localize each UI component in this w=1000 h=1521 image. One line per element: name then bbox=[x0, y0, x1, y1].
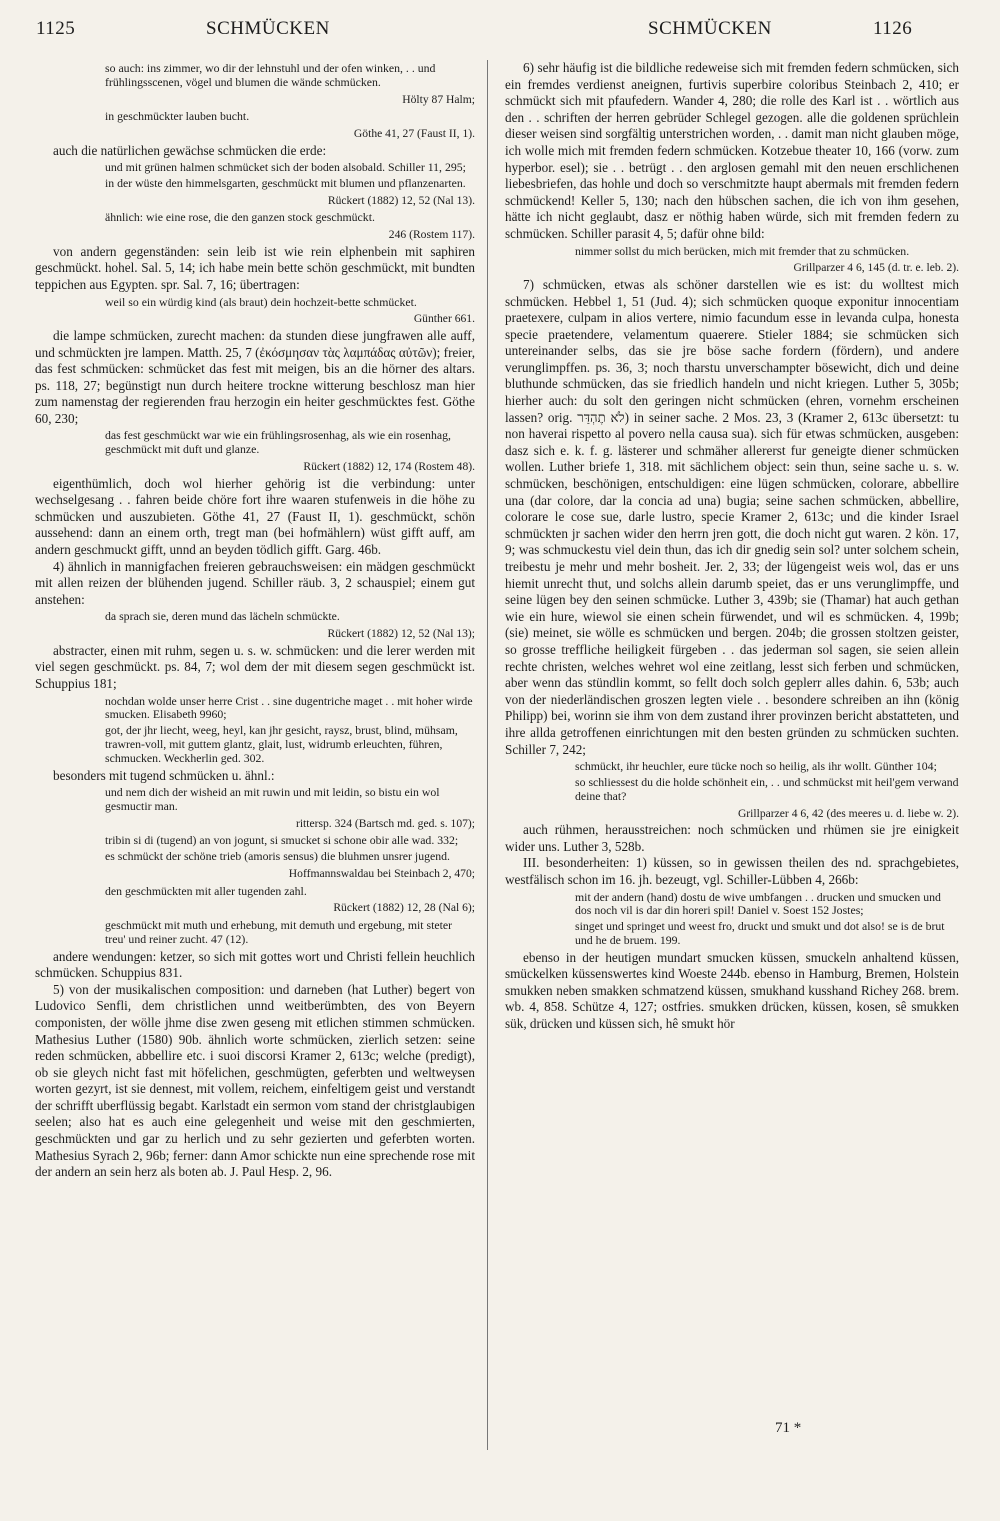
right-column bbox=[505, 60, 959, 1033]
entry-paragraph: auch die natürlichen gewächse schmücken die erde: bbox=[53, 142, 327, 158]
verse-quotation: in geschmückter lauben bucht. bbox=[105, 109, 250, 124]
entry-paragraph: auch rühmen, herausstreichen: noch schmücken und rhümen sie jre einigkeit wider uns. Luther 3, 528b. bbox=[505, 822, 959, 854]
column-divider bbox=[487, 60, 488, 1450]
verse-quotation: und mit grünen halmen schmücket sich der boden alsobald. Schiller 11, 295; bbox=[105, 160, 466, 175]
source-citation: Grillparzer 4 6, 145 (d. tr. e. leb. 2). bbox=[793, 261, 959, 275]
verse-quotation: ähnlich: wie eine rose, die den ganzen stock geschmückt. bbox=[105, 210, 375, 225]
entry-paragraph: 6) sehr häufig ist die bildliche redeweise sich mit fremden federn schmücken, sich ein fremdes verdienst aneignen, furtivis superbire coloribus Steinbach 2, 410; er schmückt sich mit pfaufedern. Wander 4, 280; die rolle des Karl ist . . wörtlich aus den . . schriften der herren gebrüder Schlegel gezogen. alle die goldenen sprüchlein dieser weisen sind sorgfältig unterstrichen worden, . . damit man nicht glauben möge, ich wolle mich mit fremden federn schmücken. Kotzebue theater 10, 166 (vorw. zum hyperbor. esel); sie . . betrügt . . den arglosen gemahl mit den neuen erschlichenen liebesbriefen, das hohle und doch so verschmitzte haupt abermals mit fremden federn schmückend! Keller 5, 130; nach den hübschen sachen, die ich von ihm gesehen, hätte ich nicht geglaubt, dasz er nöthig haben würde, sich mit fremden federn zu schmücken. Schiller parasit 4, 5; dafür ohne bild: bbox=[505, 60, 959, 241]
verse-quotation: da sprach sie, deren mund das lächeln schmückte. bbox=[105, 609, 340, 624]
verse-quotation: schmückt, ihr heuchler, eure tücke noch so heilig, als ihr wollt. Günther 104; bbox=[575, 759, 937, 774]
source-citation: Göthe 41, 27 (Faust II, 1). bbox=[353, 126, 475, 140]
source-citation: Rückert (1882) 12, 52 (Nal 13). bbox=[327, 193, 475, 207]
entry-paragraph: von andern gegenständen: sein leib ist wie rein elphenbein mit saphiren geschmückt. hohel. Sal. 5, 14; ich habe mein bette schön geschmückt, mit bundten teppichen aus Egypten. spr. Sal. 7, 16; übertragen: bbox=[35, 243, 475, 292]
verse-quotation: tribin si di (tugend) an von jogunt, si smucket si schone obir alle wad. 332; bbox=[105, 833, 459, 848]
verse-quotation: so auch: ins zimmer, wo dir der lehnstuhl und der ofen winken, . . und frühlingsscenen, vögel und blumen die wände schmücken. bbox=[105, 61, 436, 89]
entry-paragraph: 4) ähnlich in mannigfachen freieren gebrauchsweisen: ein mädgen geschmückt mit allen reizen der blühenden jugend. Schiller räub. 3, 2 schauspiel; einem gut anstehen: bbox=[35, 558, 475, 607]
entry-paragraph: andere wendungen: ketzer, so sich mit gottes wort und Christi fellein heuchlich schmücken. Schuppius 831. bbox=[35, 948, 475, 981]
entry-paragraph: III. besonderheiten: 1) küssen, so in gewissen theilen des nd. sprachgebietes, westfälisch schon im 16. jh. bezeugt, vgl. Schiller-Lübben 4, 266b: bbox=[505, 855, 959, 887]
entry-paragraph: ebenso in der heutigen mundart smucken küssen, smuckeln anhaltend küssen, smückelken küssenswertes kind Woeste 244b. ebenso in Hamburg, Bremen, Holstein smukken neben smakken schmatzend küssen, smukhand kusshand Richey 268. brem. wb. 4, 858. Schütze 4, 127; ostfries. smukken drücken, küssen, kosen, sê smukken sük, drücken und küssen sich, hê smukt hör bbox=[505, 949, 959, 1032]
verse-quotation: singet und springet und weest fro, druckt und smukt und dot also! se is de brut und he de bruem. 199. bbox=[575, 919, 945, 947]
page-number-left: 1125 bbox=[36, 18, 76, 39]
source-citation: Hoffmannswaldau bei Steinbach 2, 470; bbox=[288, 866, 475, 880]
page-number-right: 1126 bbox=[873, 18, 913, 39]
source-citation: Grillparzer 4 6, 42 (des meeres u. d. liebe w. 2). bbox=[737, 806, 959, 820]
verse-quotation: das fest geschmückt war wie ein frühlingsrosenhag, als wie ein rosenhag, geschmückt mit duft und glanze. bbox=[105, 428, 451, 457]
source-citation: Hölty 87 Halm; bbox=[402, 92, 475, 106]
source-citation: 246 (Rostem 117). bbox=[388, 228, 475, 242]
entry-paragraph: abstracter, einen mit ruhm, segen u. s. w. schmücken: und die lerer werden mit viel segen geschmückt. ps. 84, 7; wol dem der mit diesem segen geschmückt ist. Schuppius 181; bbox=[35, 642, 475, 691]
entry-paragraph: 7) schmücken, etwas als schöner darstellen wie es ist: du wolltest mich schmücken. Hebbel 1, 51 (Jud. 4); sich schmücken quoque exponitur innocentiam praetexere, culpam in alios vertere, nimio facundum esse in levanda culpa, honesta specie praetendere, velamentum quaerere. Stieler 1884; sie schmücken sich untereinander selbs, das sie jre böse sache fordern (fördern), und andere verunglimpffen. ps. 36, 3; noch tharstu unverschampter bösewicht, dich und deine bluthunde schmücken, das sie friedlich handeln und nicht kriegen. Luther 5, 305b; hierher auch: du solt den geringen nicht schmücken (ehren, vornehm erscheinen lassen? orig. לֹא תֶהְדַּר) in seiner sache. 2 Mos. 23, 3 (Kramer 2, 613c übersetzt: tu non haverai rispetto al povero nella causa sua). sich für etwas schmücken, ausgeben: dasz sich e. k. f. g. lästerer und schmäher allererst fur geneigte diener schmücken wollen. Luther briefe 1, 318. mit sächlichem object: sein thun, seine sache u. s. w. schmücken, beschönigen, entschuldigen: eine lügen schmücken, colorare, abbellire una (dar colore, dar la concia ad una) bugia; seine sachen schmücken, abbellire, colorare le cose sue, darle lustro, specie Kramer 2, 613c; und die kinder Israel schmückten jr sachen wider den herrn jren gott, die doch nicht gut waren. 2 kön. 17, 9; was schmuckestu viel dein thun, das ich dir gnedig sein sol? unter solchem schein, treibestu je mehr und mehr bosheit. Jer. 2, 33; der lügengeist weis wol, das er uns hiemit unrecht thut, und solchs allein darumb speiet, das er uns verunglimpffe, und seine lügen bey den seinen schmücke. Luther 3, 439b; sie (Thamar) hat auch gethan wie ein hure, wiewol sie einen schein fürwendet, und wil es schmücken. 4, 199b; (sie) meinet, sie wölle es schmücken und bergen. 204b; die grossen stoltzen geister, so grosse treffliche heiligkeit fürgeben . . das jederman sol sagen, sie seien allein rechte christen, welches wehret wol eine zeitlang, lesst sich ferben und schmücken, aber wenn das stündlin kommt, so fellt doch solch geplerr alles dahin. 6, 53b; auch von der niederländischen groszen legten viele . . besondere schreiben an ihn (könig Philipp) bei, worinn sie ihm von dem zustand ihrer provinzen bericht abstatteten, und ihre allda getroffenen einrichtungen mit den besten gründen zu schmücken suchten. Schiller 7, 242; bbox=[505, 276, 960, 757]
entry-paragraph: eigenthümlich, doch wol hierher gehörig ist die verbindung: unter wechselgesang . . fahren beide chöre fort ihre waaren stufenweis in die höhe zu schmücken und auszubieten. Göthe 41, 27 (Faust II, 1). geschmückt, schön aussehend: dann an einem orth, tregt man (bei hofmählern) wüst gifft auff, am andern geschmuckt gifft, unnd an beyden tödlich gifft. Garg. 46b. bbox=[35, 475, 475, 558]
verse-quotation: got, der jhr liecht, weeg, heyl, kan jhr gesicht, raysz, brust, blind, mühsam, trawren-voll, mit guttem glantz, glait, lust, widrumb erleuchten, führen, schmucken. Weckherlin ged. 302. bbox=[105, 723, 458, 765]
verse-quotation: so schliessest du die holde schönheit ein, . . und schmückst mit heil'gem verwand deine that? bbox=[575, 774, 959, 803]
source-citation: rittersp. 324 (Bartsch md. ged. s. 107); bbox=[295, 816, 475, 830]
entry-paragraph: besonders mit tugend schmücken u. ähnl.: bbox=[53, 767, 275, 783]
running-title-left: SCHMÜCKEN bbox=[206, 18, 330, 39]
verse-quotation: nimmer sollst du mich berücken, mich mit fremder that zu schmücken. bbox=[575, 243, 910, 258]
source-citation: Rückert (1882) 12, 52 (Nal 13); bbox=[327, 627, 475, 641]
verse-quotation: geschmückt mit muth und erhebung, mit demuth und ergebung, mit steter treu' und reiner zucht. 47 (12). bbox=[105, 917, 453, 946]
left-column bbox=[35, 60, 475, 1181]
verse-quotation: in der wüste den himmelsgarten, geschmückt mit blumen und pflanzenarten. bbox=[105, 175, 466, 190]
verse-quotation: weil so ein würdig kind (als braut) dein hochzeit-bette schmücket. bbox=[105, 294, 417, 309]
signature-mark: 71 * bbox=[775, 1420, 802, 1436]
source-citation: Günther 661. bbox=[413, 312, 475, 326]
entry-paragraph: die lampe schmücken, zurecht machen: da stunden diese jungfrawen alle auff, und schmückten jre lampen. Matth. 25, 7 (ἐκόσμησαν τὰς λαμπάδας αὐτῶν); freier, das fest schmücken: schmücket das fest mit meigen, bis an die hörner des altars. ps. 118, 27; begünstigt nun durch heitere trockne witterung beschlosz man hier zum namenstag der regierenden frau herzogin ein heiter geschmücktes fest. Göthe 60, 230; bbox=[35, 327, 475, 426]
verse-quotation: nochdan wolde unser herre Crist . . sine dugentriche maget . . mit hoher wirde smucken. Elisabeth 9960; bbox=[105, 693, 473, 722]
verse-quotation: mit der andern (hand) dostu de wive umbfangen . . drucken und smucken und dos noch vil is dar din horeri spil! Daniel v. Soest 152 Jostes; bbox=[575, 889, 941, 918]
source-citation: Rückert (1882) 12, 28 (Nal 6); bbox=[333, 901, 475, 915]
running-title-right: SCHMÜCKEN bbox=[648, 18, 772, 39]
verse-quotation: es schmückt der schöne trieb (amoris sensus) die bluhmen unsrer jugend. bbox=[105, 849, 450, 864]
verse-quotation: den geschmückten mit aller tugenden zahl. bbox=[105, 883, 307, 898]
entry-paragraph: 5) von der musikalischen composition: und darneben (hat Luther) begert von Ludovico Senfli, dem christlichen unnd weitberümbten, des von Beyern componisten, der wölle jhme dise zwen geseng mit etlichen stimmen schmücken. Mathesius Luther (1580) 90b. ähnlich worte schmücken, zierlich setzen: seine reden schmücken, abbellire etc. i suoi discorsi Kramer 2, 613c; welche (predigt), ob sie gleych nicht fast mit höfelichen, geschmügten, geferbten und weltweysen worten gezyrt, ist sie dennest, mit vollem, reichem, einfeltigem geist und verstandt der schrifft uberflüssig begabt. Karlstadt ein sermon vom stand der christglaubigen seelen; also hat es auch eine gelegenheit und weise mit den geschmierten, geschmückten und gar zu herlich und zu sehr gezierten und geferbten worten. Mathesius Syrach 2, 96b; ferner: dann Amor schickte nun eine sprechende rose mit der andern an sein herz als boten ab. J. Paul Hesp. 2, 96. bbox=[35, 981, 475, 1180]
verse-quotation: und nem dich der wisheid an mit ruwin und mit leidin, so bistu ein wol gesmuctir man. bbox=[105, 785, 440, 813]
source-citation: Rückert (1882) 12, 174 (Rostem 48). bbox=[303, 460, 475, 474]
